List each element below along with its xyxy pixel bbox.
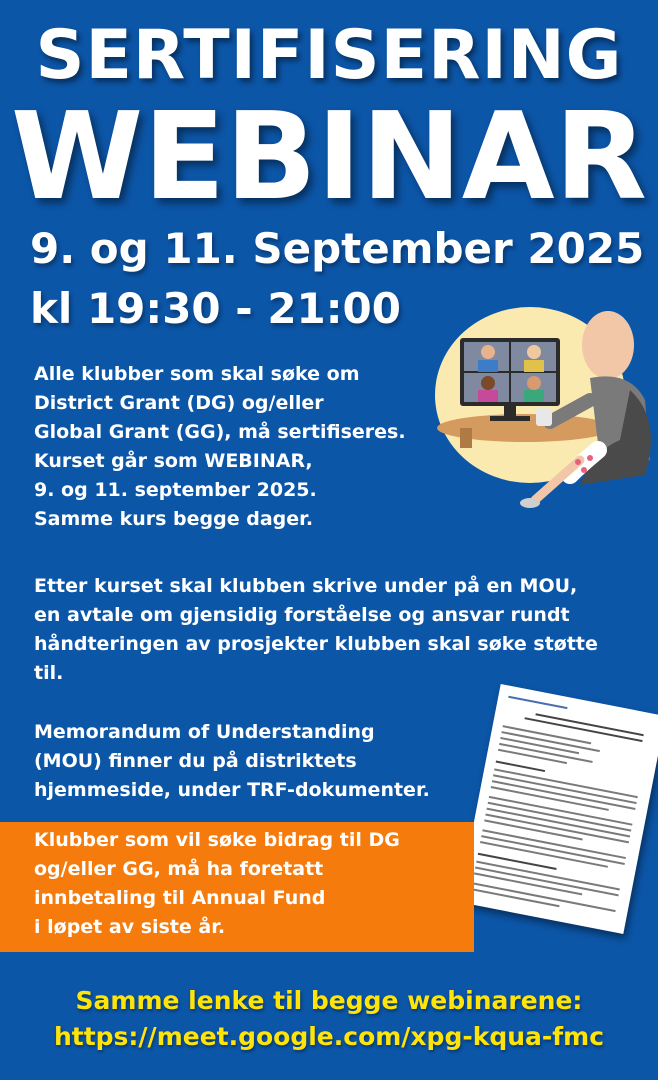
- video-call-illustration-icon: [430, 300, 658, 515]
- page-title-line2: WEBINAR: [10, 88, 648, 227]
- memo-line: hjemmeside, under TRF-dokumenter.: [34, 779, 430, 801]
- intro-line: 9. og 11. september 2025.: [34, 479, 317, 501]
- memo-line: (MOU) finner du på distriktets: [34, 750, 357, 772]
- mou-line: til.: [34, 662, 64, 684]
- notice-line: Klubber som vil søke bidrag til DG: [34, 829, 400, 851]
- notice-line: innbetaling til Annual Fund: [34, 887, 326, 909]
- notice-line: i løpet av siste år.: [34, 916, 226, 938]
- footer-heading: Samme lenke til begge webinarene:: [75, 986, 583, 1015]
- mou-line: en avtale om gjensidig forståelse og ansvar rundt: [34, 604, 570, 626]
- event-date: 9. og 11. September 2025: [30, 224, 645, 273]
- intro-line: Alle klubber som skal søke om: [34, 363, 360, 385]
- mou-paragraph: [34, 572, 598, 688]
- mou-document-image-icon: [458, 684, 658, 934]
- memo-paragraph: [34, 718, 430, 805]
- page-title-line1: SERTIFISERING: [35, 16, 623, 95]
- mou-line: Etter kurset skal klubben skrive under på en MOU,: [34, 575, 578, 597]
- notice-paragraph: [34, 826, 400, 942]
- memo-line: Memorandum of Understanding: [34, 721, 375, 743]
- intro-line: Global Grant (GG), må sertifiseres.: [34, 421, 406, 443]
- intro-line: Kurset går som WEBINAR,: [34, 450, 313, 472]
- intro-line: Samme kurs begge dager.: [34, 508, 314, 530]
- mou-line: håndteringen av prosjekter klubben skal søke støtte: [34, 633, 598, 655]
- webinar-link[interactable]: https://meet.google.com/xpg-kqua-fmc: [53, 1022, 605, 1051]
- notice-line: og/eller GG, må ha foretatt: [34, 858, 324, 880]
- intro-line: District Grant (DG) og/eller: [34, 392, 324, 414]
- event-time: kl 19:30 - 21:00: [30, 284, 402, 333]
- intro-paragraph: [34, 360, 406, 534]
